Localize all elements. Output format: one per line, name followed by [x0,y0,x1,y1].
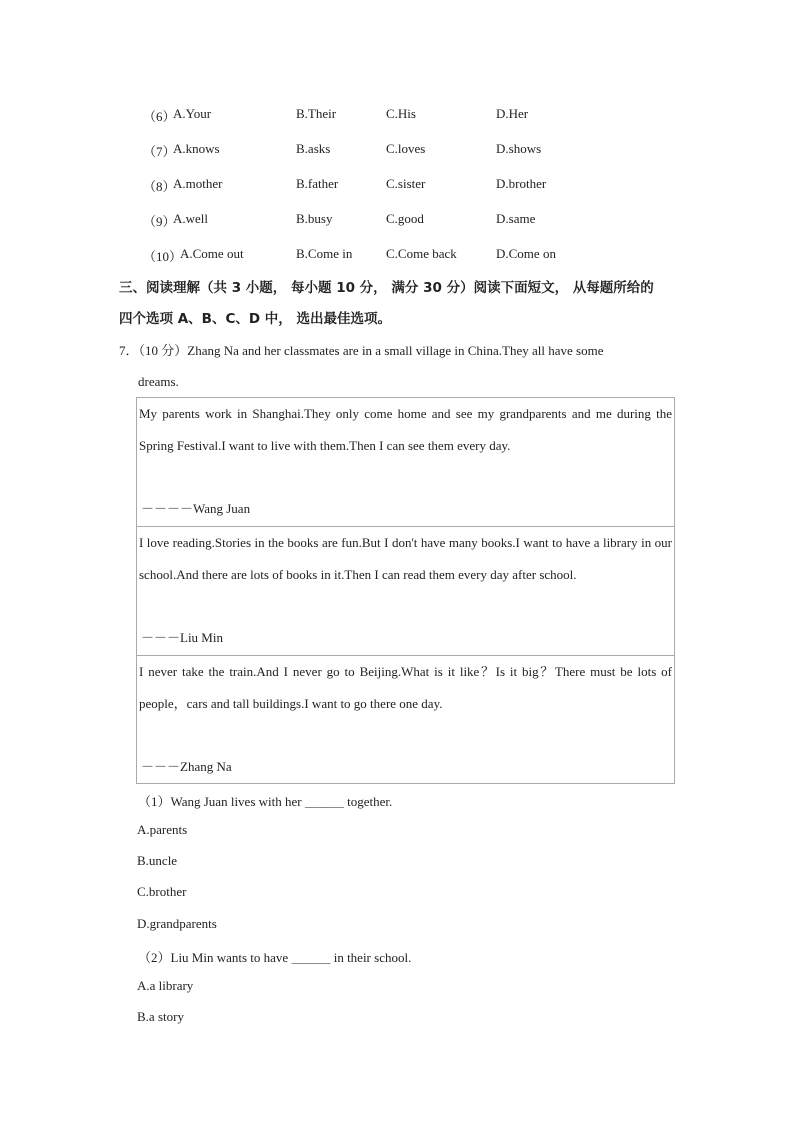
question-intro [119,335,675,397]
option-c: C.Come back [386,246,457,261]
passage-text: My parents work in Shanghai.They only come home and see my grandparents and me during the Spring Festival.I want to live with them.Then I can see them every day. [139,406,672,453]
passage-cell [137,398,674,527]
option-d: D.brother [496,176,547,191]
option-b: B.asks [296,141,331,156]
answer-choice: B.a story [137,1009,184,1024]
option-row [0,211,794,231]
question-number: （6） [143,109,176,124]
question-number: （7） [143,144,176,159]
question-number: （9） [143,214,176,229]
option-c: C.His [386,106,416,121]
answer-choice: C.brother [137,884,187,899]
option-a: A.Come out [180,246,244,261]
answer-choice: D.grandparents [137,916,217,931]
option-c: C.sister [386,176,426,191]
option-d: D.Her [496,106,529,121]
option-a: A.Your [173,106,212,121]
option-d: D.same [496,211,536,226]
option-c: C.good [386,211,424,226]
option-d: D.shows [496,141,542,156]
passage-signature: －－－Liu Min [141,630,223,645]
option-a: A.knows [173,141,220,156]
passage-signature: －－－Zhang Na [141,759,232,774]
passage-table [136,397,675,784]
passage-cell [137,527,674,656]
passage-text: I never take the train.And I never go to Beijing.What is it like？Is it big？There must be lots of people，cars and tall buildings.I want to go there one day. [139,664,672,711]
question-number: （10） [143,249,183,264]
option-d: D.Come on [496,246,556,261]
option-c: C.loves [386,141,426,156]
section-heading [119,273,679,335]
option-row [0,141,794,161]
subquestion-stem: （1）Wang Juan lives with her ＿＿＿ together. [138,794,393,809]
option-row [0,176,794,196]
option-b: B.Come in [296,246,353,261]
option-b: B.Their [296,106,337,121]
passage-text: I love reading.Stories in the books are fun.But I don't have many books.I want to have a library in our school.And there are lots of books in it.Then I can read them every day after school. [139,535,672,582]
answer-choice: B.uncle [137,853,178,868]
option-a: A.mother [173,176,223,191]
section-heading-line: 四个选项 A、B、C、D 中， 选出最佳选项。 [119,311,391,327]
question-intro-line: dreams. [138,374,179,389]
option-row [0,246,794,266]
option-b: B.father [296,176,339,191]
option-a: A.well [173,211,209,226]
answer-choice: A.parents [137,822,188,837]
answer-choice: A.a library [137,978,194,993]
passage-cell [137,656,674,783]
passage-signature: －－－－Wang Juan [141,501,251,516]
option-b: B.busy [296,211,333,226]
question-intro-line: 7．（10 分）Zhang Na and her classmates are in a small village in China.They all have some [119,343,604,358]
subquestion-stem: （2）Liu Min wants to have ＿＿＿ in their school. [138,950,412,965]
question-number: （8） [143,179,176,194]
option-row [0,106,794,126]
section-heading-line: 三、阅读理解（共 3 小题， 每小题 10 分， 满分 30 分）阅读下面短文， 从每题所给的 [119,280,654,296]
